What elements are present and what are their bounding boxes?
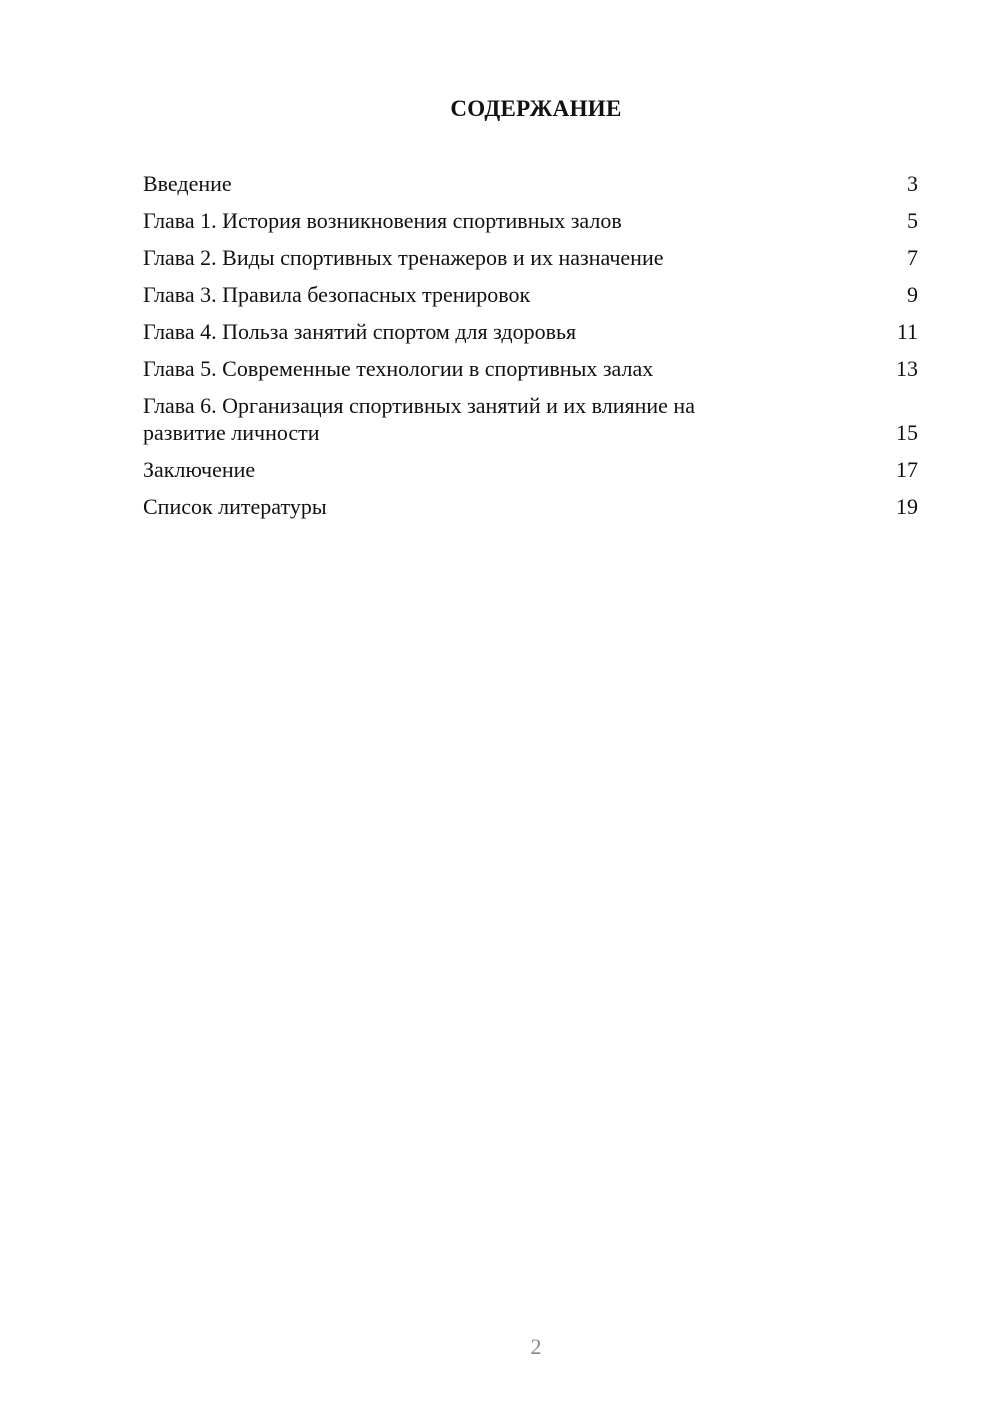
- toc-entry-text: Заключение: [143, 457, 256, 482]
- toc-entry-text: Глава 3. Правила безопасных тренировок: [143, 282, 531, 307]
- table-of-contents: [143, 170, 918, 530]
- toc-entry-page: 17: [896, 457, 918, 482]
- toc-entry-text: Глава 4. Польза занятий спортом для здоровья: [143, 319, 577, 344]
- toc-entry-text: Список литературы: [143, 494, 327, 519]
- toc-entry-chapter-1: [143, 207, 918, 234]
- toc-entry-introduction: [143, 170, 918, 197]
- page-title: СОДЕРЖАНИЕ: [450, 96, 622, 121]
- toc-entry-text: Глава 5. Современные технологии в спортивных залах: [143, 356, 654, 381]
- page-number: 2: [530, 1334, 542, 1359]
- toc-entry-text: Глава 6. Организация спортивных занятий и их влияние на развитие личности: [143, 393, 695, 445]
- toc-entry-page: 3: [907, 171, 918, 196]
- toc-entry-page: 5: [907, 208, 918, 233]
- toc-entry-chapter-3: [143, 281, 918, 308]
- toc-entry-chapter-5: [143, 355, 918, 382]
- toc-entry-chapter-4: [143, 318, 918, 345]
- toc-entry-chapter-6: [143, 392, 918, 446]
- toc-entry-page: 11: [896, 319, 918, 344]
- toc-entry-references: [143, 493, 918, 520]
- toc-entry-page: 19: [896, 494, 918, 519]
- toc-entry-conclusion: [143, 456, 918, 483]
- toc-entry-text: Введение: [143, 171, 232, 196]
- toc-entry-page: 9: [907, 282, 918, 307]
- toc-entry-text: Глава 1. История возникновения спортивных залов: [143, 208, 622, 233]
- toc-entry-page: 13: [896, 356, 918, 381]
- toc-entry-chapter-2: [143, 244, 918, 271]
- toc-entry-page: 7: [907, 245, 918, 270]
- toc-entry-page: 15: [896, 420, 918, 445]
- toc-entry-text: Глава 2. Виды спортивных тренажеров и их назначение: [143, 245, 664, 270]
